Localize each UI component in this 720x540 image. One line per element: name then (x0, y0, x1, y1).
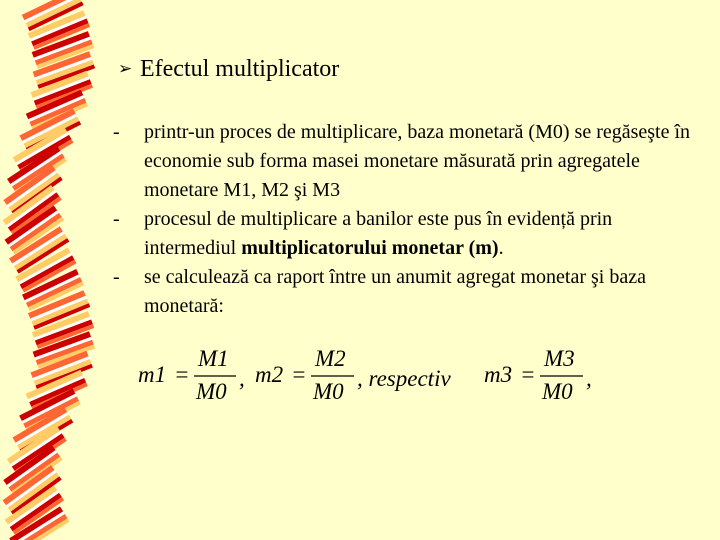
decorative-border (0, 0, 100, 540)
formula-lhs: m3 (484, 362, 513, 387)
formula-denominator: M0 (196, 379, 227, 404)
bullet-marker: - (113, 208, 120, 230)
bullet-list (113, 118, 698, 321)
formula-separator: , respectiv (357, 366, 451, 391)
formula-denominator: M0 (542, 379, 573, 404)
arrowhead-bullet-icon: ➢ (118, 59, 133, 78)
bullet-item (113, 205, 698, 263)
bullet-text-end: . (498, 237, 504, 259)
formula-lhs: m1 (138, 362, 167, 387)
formula-lhs: m2 (255, 362, 284, 387)
bullet-marker: - (113, 266, 120, 288)
formula-separator: , (239, 366, 245, 391)
formula (138, 342, 608, 406)
formula-equals: = (520, 362, 536, 387)
bullet-item (113, 263, 698, 321)
bullet-text: printr-un proces de multiplicare, baza monetară (M0) se regăseşte în economie sub forma masei monetare măsurată prin agregatele monetare M1, M2 şi M3 (144, 121, 691, 201)
formula-separator: , (586, 366, 592, 391)
bullet-text: se calculează ca raport între un anumit agregat monetar şi baza monetară: (144, 266, 646, 317)
formula-numerator: M3 (544, 346, 575, 371)
slide-title: Efectul multiplicator (140, 56, 340, 82)
formula-denominator: M0 (313, 379, 344, 404)
formula-numerator: M1 (198, 346, 229, 371)
formula-equals: = (291, 362, 307, 387)
bullet-item (113, 118, 698, 205)
bullet-bold-term: multiplicatorului monetar (m) (241, 237, 499, 259)
title-row (118, 56, 339, 83)
formula-numerator: M2 (315, 346, 346, 371)
bullet-text: procesul de multiplicare a banilor este pus în evidență prin intermediul (144, 208, 613, 259)
bullet-marker: - (113, 121, 120, 143)
formula-equals: = (174, 362, 190, 387)
